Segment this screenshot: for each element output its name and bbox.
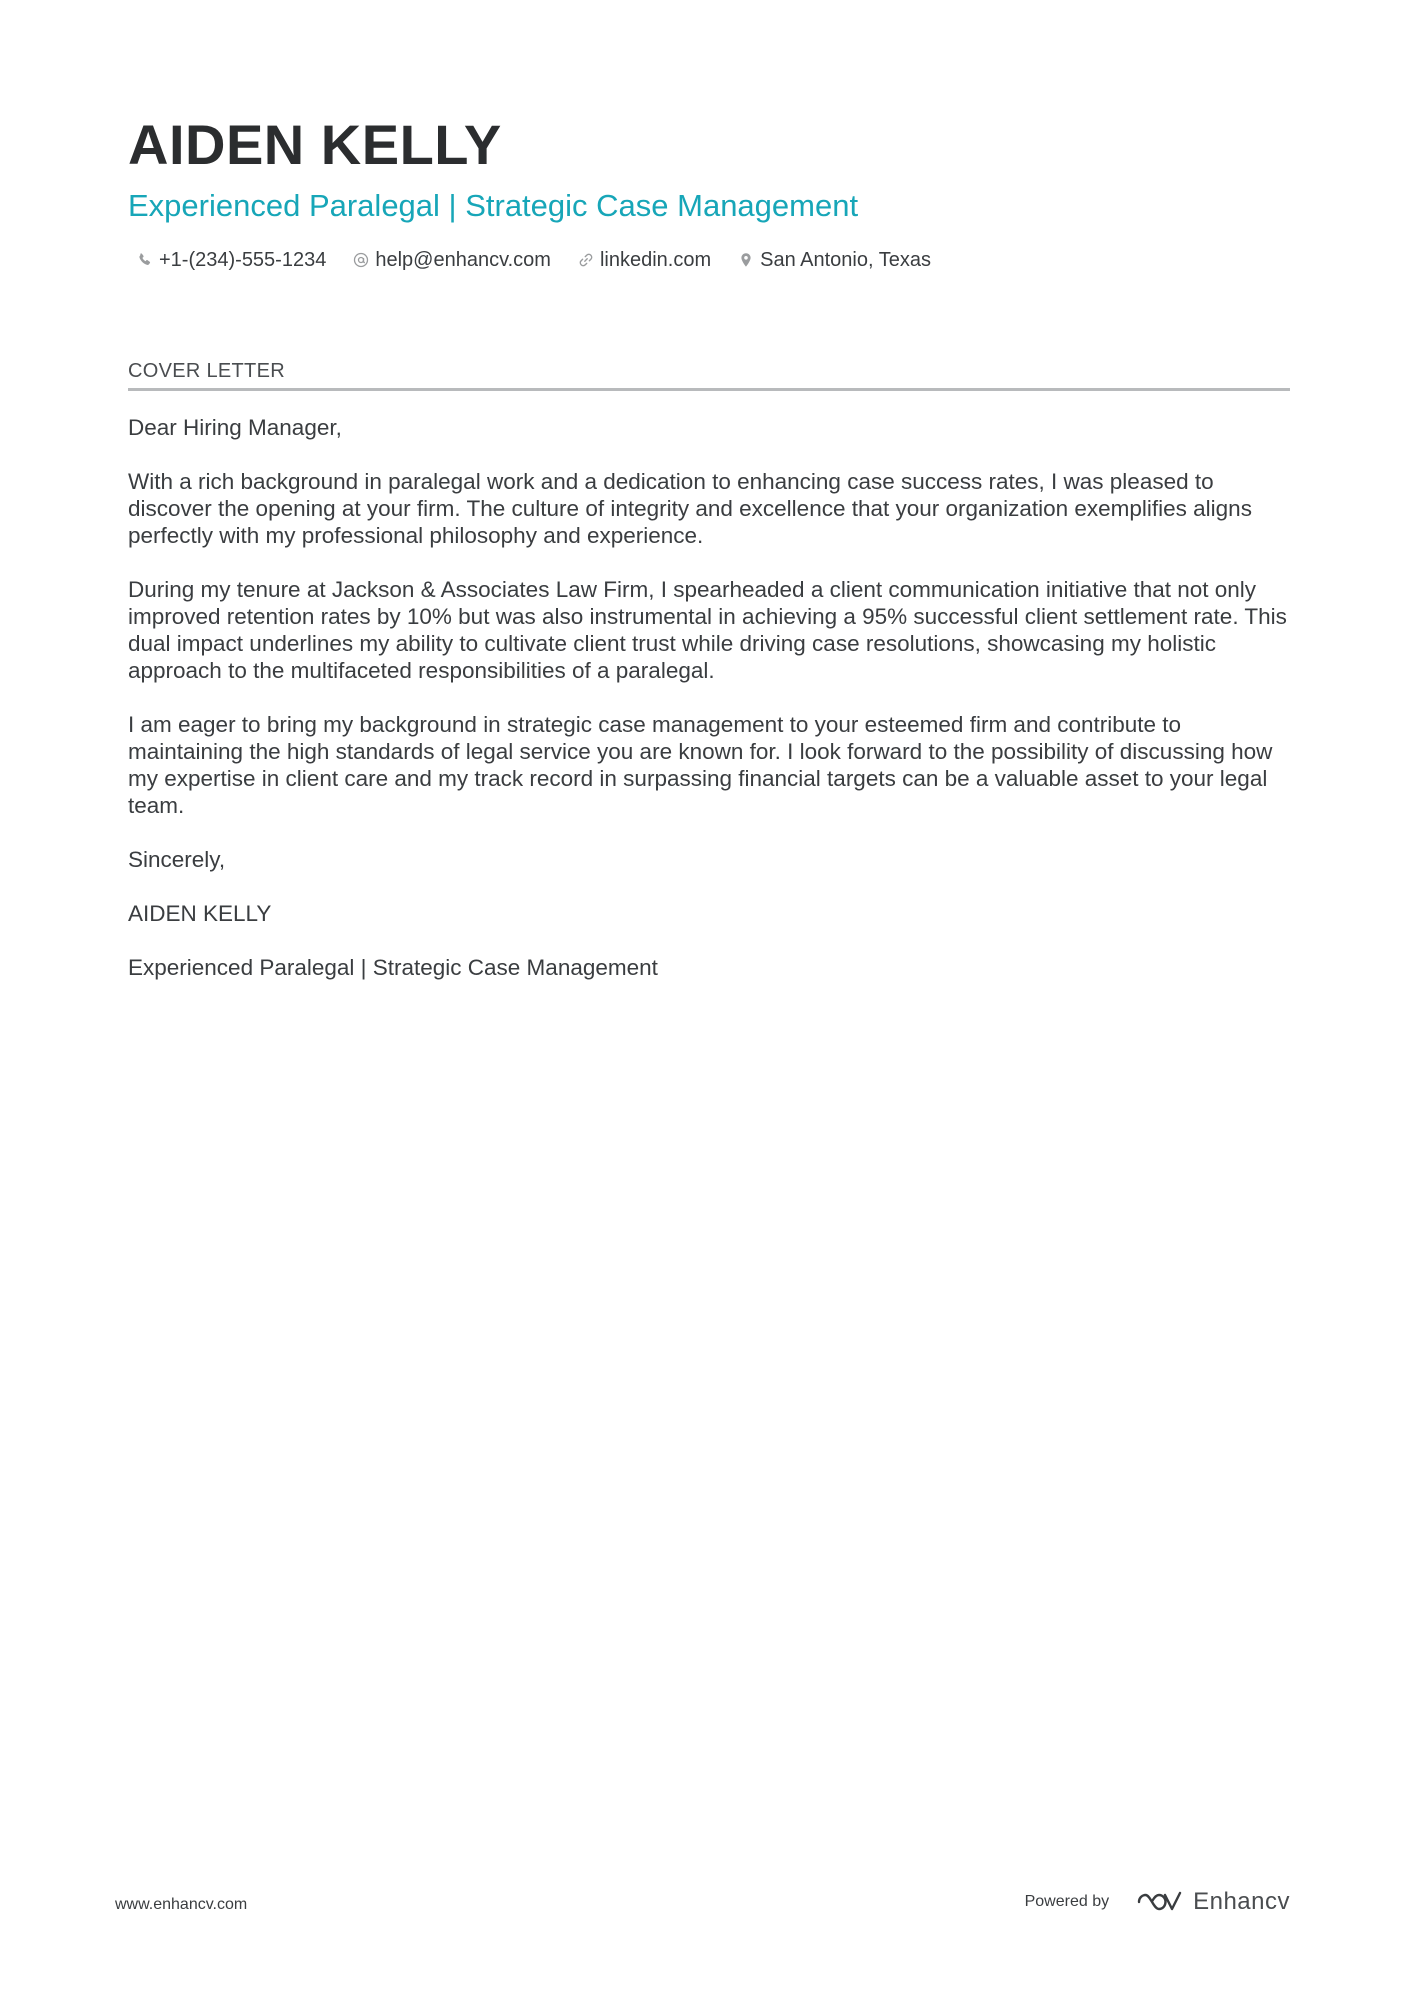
footer-branding [1025,1888,1290,1916]
enhancv-logo[interactable] [1135,1888,1290,1916]
at-icon [352,251,370,269]
contact-phone-text[interactable]: +1-(234)-555-1234 [159,249,327,271]
contact-location-text: San Antonio, Texas [760,249,931,271]
letter-paragraph: I am eager to bring my background in strategic case management to your esteemed firm and contribute to maintaining the high standards of legal service you are known for. I look forward to the possibility of discussing how my expertise in client care and my track record in surpassing financial targets can be a valuable asset to your legal team. [128,712,1273,818]
section-title-cover-letter: COVER LETTER [128,358,1290,391]
letter-body [128,414,1290,1008]
applicant-headline: Experienced Paralegal | Strategic Case Management [128,188,859,223]
contact-linkedin-text[interactable]: linkedin.com [599,249,712,271]
applicant-name: AIDEN KELLY [128,113,502,176]
contact-email [352,246,551,274]
signature-title: Experienced Paralegal | Strategic Case Management [128,955,658,980]
contact-linkedin [577,246,711,274]
contact-phone [136,246,326,274]
enhancv-logo-icon [1135,1889,1183,1915]
letter-paragraph: With a rich background in paralegal work and a dedication to enhancing case success rates, I was pleased to discover the opening at your firm. The culture of integrity and excellence that your organization exemplifies aligns perfectly with my professional philosophy and experience. [128,469,1252,548]
location-pin-icon [737,251,755,269]
letter-paragraph: During my tenure at Jackson & Associates Law Firm, I spearheaded a client communication initiative that not only improved retention rates by 10% but was also instrumental in achieving a 95% successful client settlement rate. This dual impact underlines my ability to cultivate client trust while driving case resolutions, showcasing my holistic approach to the multifaceted responsibilities of a paralegal. [128,577,1287,683]
signature-name: AIDEN KELLY [128,901,272,926]
enhancv-brand-text: Enhancv [1193,1888,1290,1915]
letter-closing: Sincerely, [128,847,226,872]
footer-website[interactable]: www.enhancv.com [115,1896,248,1913]
contact-email-text[interactable]: help@enhancv.com [375,249,551,271]
letter-greeting: Dear Hiring Manager, [128,415,342,440]
link-icon [577,251,595,269]
phone-icon [136,251,154,269]
powered-by-label: Powered by [1024,1893,1110,1910]
contact-bar [136,246,957,274]
contact-location [737,246,931,274]
